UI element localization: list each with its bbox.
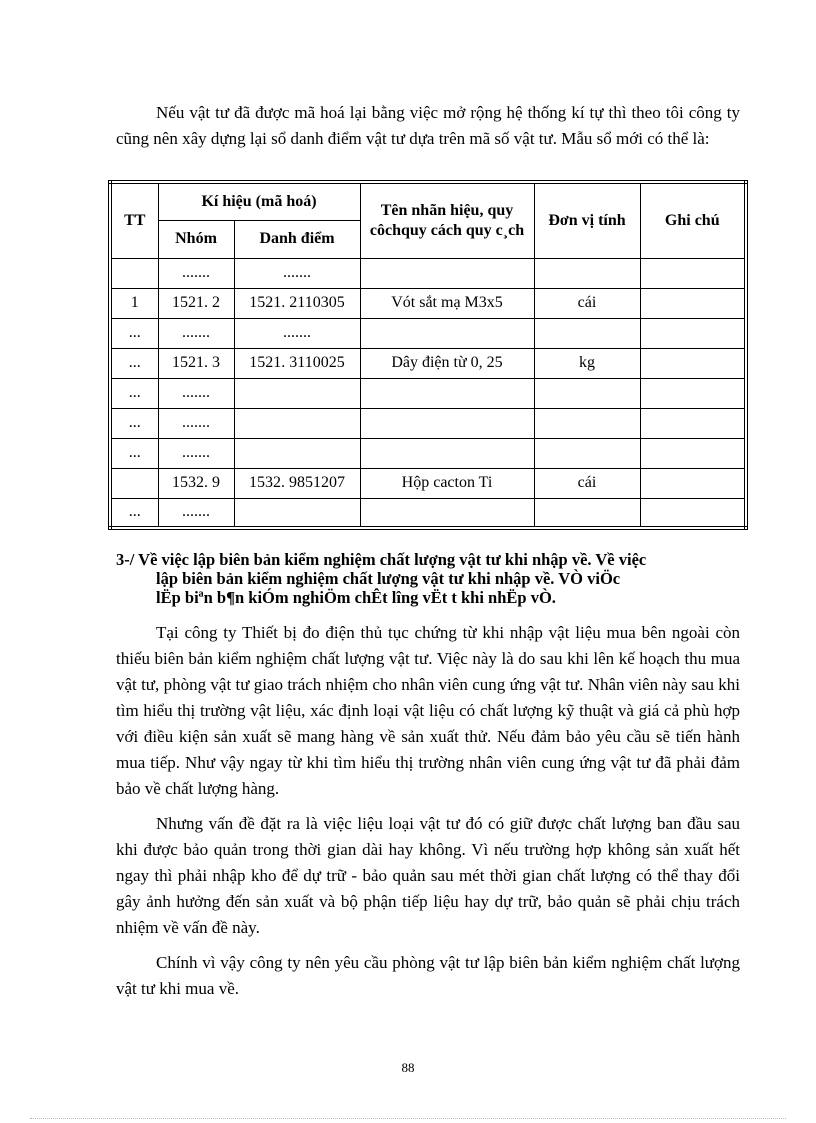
cell-ghichu xyxy=(640,348,746,378)
cell-tt: ... xyxy=(110,318,158,348)
cell-nhom: ....... xyxy=(158,408,234,438)
cell-donvi xyxy=(534,258,640,288)
cell-donvi: cái xyxy=(534,288,640,318)
cell-nhom: ....... xyxy=(158,438,234,468)
cell-donvi xyxy=(534,438,640,468)
cell-ghichu xyxy=(640,408,746,438)
cell-danhdiem: ....... xyxy=(234,318,360,348)
cell-ten xyxy=(360,378,534,408)
cell-donvi xyxy=(534,378,640,408)
cell-nhom: ....... xyxy=(158,258,234,288)
cell-danhdiem: 1521. 3110025 xyxy=(234,348,360,378)
cell-danhdiem: ....... xyxy=(234,258,360,288)
intro-text: Nếu vật tư đã được mã hoá lại bằng việc mở rộng hệ thống kí tự thì theo tôi công ty cũng nên xây dựng lại sổ danh điểm vật tư dựa trên mã số vật tư. Mẫu sổ mới có thể là: xyxy=(116,103,740,148)
cell-ghichu xyxy=(640,258,746,288)
paragraph: Tại công ty Thiết bị đo điện thủ tục chứng từ khi nhập vật liệu mua bên ngoài còn thiếu biên bản kiểm nghiệm chất lượng vật tư. Việc này là do sau khi lên kế hoạch thu mua vật tư, phòng vật tư giao trách nhiệm cho nhân viên cung ứng vật tư. Nhân viên này sau khi tìm hiểu thị trường vật liệu, xác định loại vật liệu có chất lượng kỹ thuật và giá cả phù hợp với điều kiện sản xuất sẽ mang hàng về sản xuất thử. Nếu đảm bảo yêu cầu sẽ tiến hành mua tiếp. Như vậy ngay từ khi tìm hiểu thị trường nhân viên cung ứng vật tư đã phải đảm bảo về chất lượng hàng. xyxy=(116,623,740,798)
cell-donvi xyxy=(534,408,640,438)
heading-line-2: lập biên bản kiểm nghiệm chất lượng vật tư khi nhập về. VÒ viÖc xyxy=(156,569,621,588)
col-header-donvi: Đơn vị tính xyxy=(534,182,640,258)
cell-danhdiem xyxy=(234,438,360,468)
cell-ghichu xyxy=(640,318,746,348)
cell-danhdiem xyxy=(234,498,360,528)
cell-donvi xyxy=(534,498,640,528)
col-header-ghichu: Ghi chú xyxy=(640,182,746,258)
cell-ten: Vót sắt mạ M3x5 xyxy=(360,288,534,318)
col-header-kihieu: Kí hiệu (mã hoá) xyxy=(158,182,360,220)
cell-ten xyxy=(360,258,534,288)
cell-tt xyxy=(110,258,158,288)
table-row xyxy=(110,318,746,348)
table-row xyxy=(110,438,746,468)
cell-tt: 1 xyxy=(110,288,158,318)
cell-donvi: kg xyxy=(534,348,640,378)
cell-nhom: 1521. 3 xyxy=(158,348,234,378)
cell-ten: Hộp cacton Ti xyxy=(360,468,534,498)
cell-ghichu xyxy=(640,288,746,318)
cell-donvi: cái xyxy=(534,468,640,498)
cell-ten xyxy=(360,318,534,348)
cell-ten: Dây điện từ 0, 25 xyxy=(360,348,534,378)
col-header-tt: TT xyxy=(110,182,158,258)
col-header-nhom: Nhóm xyxy=(158,220,234,258)
cell-tt: ... xyxy=(110,498,158,528)
cell-tt: ... xyxy=(110,378,158,408)
cell-nhom: ....... xyxy=(158,498,234,528)
cell-nhom: 1521. 2 xyxy=(158,288,234,318)
table-row xyxy=(110,498,746,528)
cell-tt xyxy=(110,468,158,498)
cell-ten xyxy=(360,498,534,528)
heading-line-1: 3-/ Về việc lập biên bản kiểm nghiệm chất lượng vật tư khi nhập về. Về việc xyxy=(116,550,647,569)
cell-danhdiem: 1532. 9851207 xyxy=(234,468,360,498)
cell-tt: ... xyxy=(110,408,158,438)
body-text xyxy=(116,620,740,1011)
materials-catalog-table xyxy=(108,180,748,530)
paragraph: Nhưng vấn đề đặt ra là việc liệu loại vật tư đó có giữ được chất lượng ban đầu sau khi được bảo quản trong thời gian dài hay không. Vì nếu trường hợp không sản xuất hết ngay thì phải nhập kho để dự trữ - bảo quản sau mét thời gian chất lượng có thể thay đổi gây ảnh hưởng đến sản xuất và bộ phận tiếp liệu hay dự trữ, bảo quản sẽ phải chịu trách nhiệm về vấn đề này. xyxy=(116,814,740,937)
section-heading xyxy=(116,550,746,607)
col-header-ten: Tên nhãn hiệu, quy côchquy cách quy c¸ch xyxy=(360,182,534,258)
table-row xyxy=(110,378,746,408)
col-header-danhdiem: Danh điểm xyxy=(234,220,360,258)
table-row xyxy=(110,408,746,438)
table-row xyxy=(110,348,746,378)
heading-line-3: lËp biªn b¶n kiÓm nghiÖm chÊt lîng vËt t khi nhËp vÒ. xyxy=(156,588,556,607)
cell-ten xyxy=(360,408,534,438)
cell-danhdiem xyxy=(234,408,360,438)
table-row xyxy=(110,258,746,288)
paragraph: Chính vì vậy công ty nên yêu cầu phòng vật tư lập biên bản kiểm nghiệm chất lượng vật tư khi mua về. xyxy=(116,953,740,998)
page-number: 88 xyxy=(401,1060,415,1075)
intro-paragraph xyxy=(116,100,740,152)
cell-tt: ... xyxy=(110,348,158,378)
cell-donvi xyxy=(534,318,640,348)
table-row xyxy=(110,468,746,498)
cell-ghichu xyxy=(640,468,746,498)
table-row xyxy=(110,288,746,318)
cell-tt: ... xyxy=(110,438,158,468)
cell-ghichu xyxy=(640,378,746,408)
cell-nhom: ....... xyxy=(158,378,234,408)
cell-nhom: 1532. 9 xyxy=(158,468,234,498)
page-footer-divider xyxy=(30,1118,786,1119)
cell-ghichu xyxy=(640,438,746,468)
cell-danhdiem xyxy=(234,378,360,408)
cell-danhdiem: 1521. 2110305 xyxy=(234,288,360,318)
cell-ten xyxy=(360,438,534,468)
cell-ghichu xyxy=(640,498,746,528)
cell-nhom: ....... xyxy=(158,318,234,348)
